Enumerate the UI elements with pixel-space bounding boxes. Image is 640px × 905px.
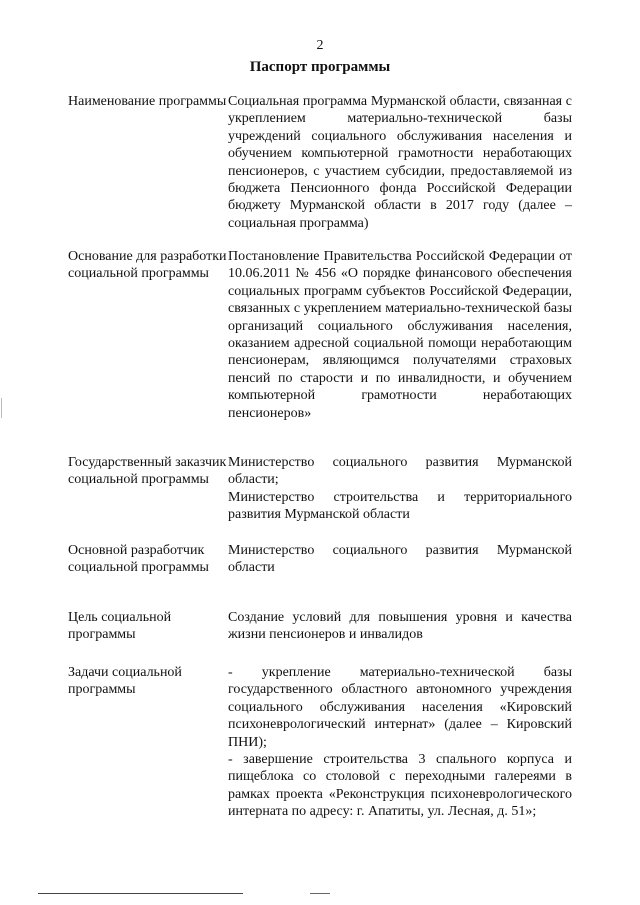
page-number: 2 — [316, 38, 324, 53]
row-label: Основание для разработки социальной программы — [68, 249, 227, 282]
row-label: Наименование программы — [68, 94, 227, 109]
value-paragraph: Создание условий для повышения уровня и качества жизни пенсионеров и инвалидов — [228, 610, 572, 643]
value-paragraph: Министерство социального развития Мурманской области — [228, 543, 572, 576]
program-passport-table — [68, 93, 576, 821]
passport-row-tasks — [68, 664, 576, 821]
value-paragraph: Министерство социального развития Мурманской области; — [228, 455, 572, 488]
row-label: Задачи социальной программы — [68, 665, 182, 698]
value-paragraph: Министерство строительства и территориального развития Мурманской области — [228, 489, 572, 523]
row-value — [228, 248, 572, 422]
row-label: Государственный заказчик социальной программы — [68, 455, 227, 488]
row-value — [228, 454, 572, 524]
passport-row-goal — [68, 609, 576, 664]
document-title: Паспорт программы — [249, 59, 391, 75]
footer-rule-mark — [310, 893, 330, 894]
row-value — [228, 664, 572, 821]
passport-row-customer — [68, 454, 576, 542]
row-value — [228, 542, 572, 577]
row-label: Цель социальной программы — [68, 610, 172, 643]
passport-row-basis — [68, 248, 576, 454]
row-value — [228, 93, 572, 232]
value-paragraph: - укрепление материально-технической базы государственного областного автономного учреждения социального обслуживания населения «Кировский психоневрологический интернат» (далее – Кировский ПНИ); — [228, 665, 572, 750]
row-value — [228, 609, 572, 644]
value-paragraph: - завершение строительства 3 спального корпуса и пищеблока со столовой с переходными галереями в рамках проекта «Реконструкция психоневрологического интерната по адресу: г. Апатиты, ул. Лесная, д. 51»; — [228, 752, 572, 820]
scan-edge-mark — [1, 398, 2, 418]
passport-row-developer — [68, 542, 576, 609]
footer-rule — [38, 893, 243, 894]
value-paragraph: Постановление Правительства Российской Федерации от 10.06.2011 № 456 «О порядке финансового обеспечения социальных программ субъектов Российской Федерации, связанных с укреплением материально-технической базы организаций социального обслуживания населения, оказанием адресной социальной помощи неработающим пенсионерам, являющимся получателями страховых пенсий по старости и по инвалидности, и обучением компьютерной грамотности неработающих пенсионеров» — [228, 249, 572, 421]
row-label: Основной разработчик социальной программы — [68, 543, 209, 576]
value-paragraph: Социальная программа Мурманской области, связанная с укреплением материально-технической базы учреждений социального обслуживания населения и обучением компьютерной грамотности неработающих пенсионеров, с участием субсидии, предоставляемой из бюджета Пенсионного фонда Российской Федерации бюджету Мурманской области в 2017 году (далее – социальная программа) — [228, 94, 572, 231]
passport-row-program-name — [68, 93, 576, 248]
